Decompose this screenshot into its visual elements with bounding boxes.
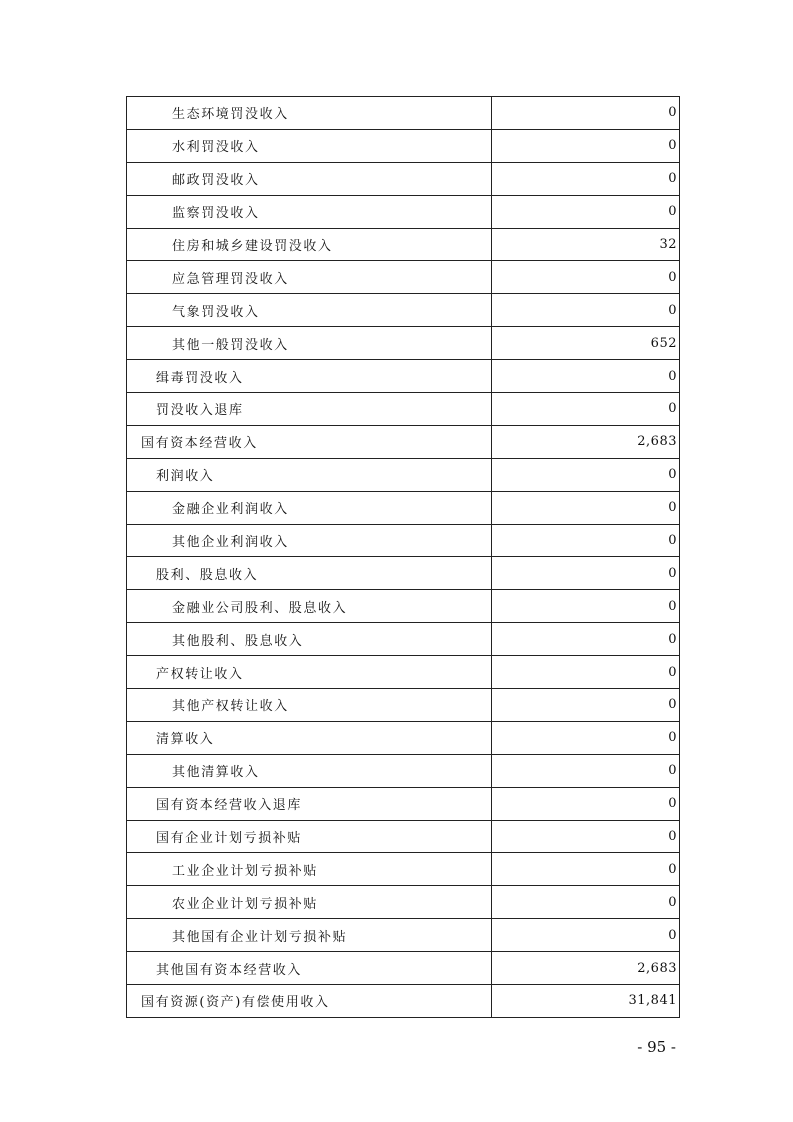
item-name-cell: 国有资本经营收入 xyxy=(127,426,492,458)
table-row xyxy=(127,393,679,426)
amount-cell: 0 xyxy=(668,631,677,647)
item-name-cell: 其他股利、股息收入 xyxy=(127,623,492,655)
item-name-cell: 国有资本经营收入退库 xyxy=(127,788,492,820)
item-name-cell: 股利、股息收入 xyxy=(127,557,492,589)
table-row xyxy=(127,294,679,327)
amount-cell: 0 xyxy=(668,105,677,121)
item-name-cell: 生态环境罚没收入 xyxy=(127,97,492,129)
item-name-cell: 利润收入 xyxy=(127,459,492,491)
table-row xyxy=(127,853,679,886)
item-name-cell: 清算收入 xyxy=(127,722,492,754)
item-name-cell: 监察罚没收入 xyxy=(127,196,492,228)
table-row xyxy=(127,919,679,952)
amount-cell: 0 xyxy=(668,598,677,614)
amount-cell: 31,841 xyxy=(628,993,677,1009)
amount-cell: 0 xyxy=(668,171,677,187)
amount-cell: 0 xyxy=(668,302,677,318)
table-row xyxy=(127,426,679,459)
table-row xyxy=(127,722,679,755)
amount-cell: 0 xyxy=(668,763,677,779)
amount-cell: 0 xyxy=(668,565,677,581)
item-name-cell: 其他国有资本经营收入 xyxy=(127,952,492,984)
amount-cell: 0 xyxy=(668,138,677,154)
amount-cell: 0 xyxy=(668,401,677,417)
amount-cell: 0 xyxy=(668,664,677,680)
item-name-cell: 其他国有企业计划亏损补贴 xyxy=(127,919,492,951)
item-name-cell: 其他清算收入 xyxy=(127,755,492,787)
revenue-table xyxy=(126,96,680,1018)
item-name-cell: 产权转让收入 xyxy=(127,656,492,688)
item-name-cell: 其他产权转让收入 xyxy=(127,689,492,721)
table-row xyxy=(127,327,679,360)
amount-cell: 0 xyxy=(668,894,677,910)
table-row xyxy=(127,163,679,196)
amount-cell: 0 xyxy=(668,861,677,877)
item-name-cell: 应急管理罚没收入 xyxy=(127,261,492,293)
item-name-cell: 气象罚没收入 xyxy=(127,294,492,326)
item-name-cell: 国有资源(资产)有偿使用收入 xyxy=(127,985,492,1017)
item-name-cell: 工业企业计划亏损补贴 xyxy=(127,853,492,885)
table-row xyxy=(127,97,679,130)
table-row xyxy=(127,130,679,163)
table-row xyxy=(127,656,679,689)
amount-cell: 2,683 xyxy=(637,960,677,976)
table-row xyxy=(127,590,679,623)
amount-cell: 0 xyxy=(668,533,677,549)
table-row xyxy=(127,557,679,590)
table-row xyxy=(127,623,679,656)
amount-cell: 0 xyxy=(668,796,677,812)
item-name-cell: 邮政罚没收入 xyxy=(127,163,492,195)
page-number: - 95 - xyxy=(637,1038,676,1056)
table-row xyxy=(127,755,679,788)
amount-cell: 0 xyxy=(668,368,677,384)
table-row xyxy=(127,788,679,821)
amount-cell: 0 xyxy=(668,927,677,943)
item-name-cell: 缉毒罚没收入 xyxy=(127,360,492,392)
amount-cell: 0 xyxy=(668,730,677,746)
table-row xyxy=(127,525,679,558)
table-row xyxy=(127,886,679,919)
amount-cell: 32 xyxy=(659,237,677,252)
item-name-cell: 农业企业计划亏损补贴 xyxy=(127,886,492,918)
amount-cell: 0 xyxy=(668,467,677,483)
table-row xyxy=(127,261,679,294)
amount-cell: 0 xyxy=(668,500,677,516)
table-row xyxy=(127,952,679,985)
table-row xyxy=(127,360,679,393)
item-name-cell: 国有企业计划亏损补贴 xyxy=(127,821,492,853)
table-row xyxy=(127,196,679,229)
item-name-cell: 其他企业利润收入 xyxy=(127,525,492,557)
amount-cell: 0 xyxy=(668,269,677,285)
item-name-cell: 住房和城乡建设罚没收入 xyxy=(127,229,492,261)
table-row xyxy=(127,229,679,262)
table-row xyxy=(127,492,679,525)
item-name-cell: 水利罚没收入 xyxy=(127,130,492,162)
table-row xyxy=(127,985,679,1018)
table-row xyxy=(127,459,679,492)
table-row xyxy=(127,689,679,722)
amount-cell: 0 xyxy=(668,204,677,220)
amount-cell: 652 xyxy=(650,335,677,351)
amount-cell: 0 xyxy=(668,697,677,713)
item-name-cell: 其他一般罚没收入 xyxy=(127,327,492,359)
item-name-cell: 罚没收入退库 xyxy=(127,393,492,425)
item-name-cell: 金融业公司股利、股息收入 xyxy=(127,590,492,622)
item-name-cell: 金融企业利润收入 xyxy=(127,492,492,524)
amount-cell: 0 xyxy=(668,829,677,845)
table-row xyxy=(127,821,679,854)
amount-cell: 2,683 xyxy=(637,434,677,450)
